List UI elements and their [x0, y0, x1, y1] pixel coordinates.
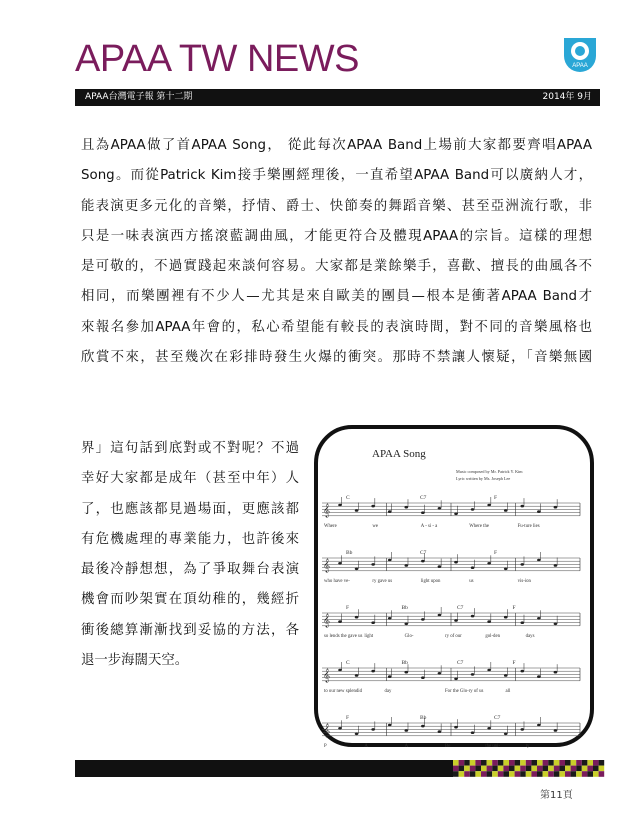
checker-square: [531, 760, 537, 766]
article-line: 是可敬的，不過實踐起來談何容易。大家都是業餘樂手，喜歡、擅長的曲風各不: [81, 259, 592, 275]
note-head: [487, 727, 491, 730]
note-head: [421, 560, 425, 563]
note-head: [388, 510, 392, 513]
checker-square: [464, 771, 470, 777]
note-head: [404, 564, 408, 567]
checker-square: [599, 760, 605, 766]
checker-square: [526, 760, 532, 766]
checker-square: [475, 760, 481, 766]
note-head: [471, 508, 475, 511]
note-head: [520, 563, 524, 566]
checker-square: [492, 760, 498, 766]
lyric-text: ry of our: [445, 634, 462, 639]
checker-square: [531, 766, 537, 772]
note-head: [338, 562, 342, 565]
article-line: Song。而從Patrick Kim接手樂團經理後，一直希望APAA Band可以廣納人才，: [81, 168, 592, 184]
article-line: 衝後總算漸漸找到妥協的方法，各: [81, 622, 299, 638]
score-credit: Lyric written by Ms. Joseph Lee: [456, 476, 511, 481]
note-head: [421, 676, 425, 679]
checker-square: [587, 760, 593, 766]
note-head: [504, 733, 508, 736]
note-head: [438, 730, 442, 733]
checker-square: [582, 760, 588, 766]
checker-square: [537, 760, 543, 766]
checker-square: [593, 771, 599, 777]
note-head: [388, 617, 392, 620]
checker-square: [481, 771, 487, 777]
score-chord: C7: [457, 660, 464, 666]
score-chord: C7: [420, 550, 427, 556]
treble-clef-icon: 𝄞: [323, 723, 331, 737]
checker-square: [565, 766, 571, 772]
checker-square: [464, 760, 470, 766]
issue-label: APAA台灣電子報 第十二期: [85, 92, 193, 102]
note-head: [454, 561, 458, 564]
article-line: 最後冷靜想想，為了爭取舞台表演: [81, 562, 299, 578]
article-line: 界」這句話到底對或不對呢？不過: [81, 441, 299, 456]
lyric-text: vis-ion: [517, 579, 531, 584]
lyric-text: A: [404, 744, 409, 749]
checker-square: [548, 771, 554, 777]
checker-square: [554, 771, 560, 777]
checker-square: [459, 760, 465, 766]
note-head: [520, 670, 524, 673]
checker-square: [593, 766, 599, 772]
sheet-music-image: [314, 425, 594, 747]
page-number: 第11頁: [540, 790, 573, 801]
note-head: [471, 673, 475, 676]
lyric-text: who have ve-: [324, 579, 350, 584]
checker-square: [520, 766, 526, 772]
score-chord: F: [494, 550, 498, 556]
checker-square: [582, 771, 588, 777]
lyric-text: light: [364, 634, 374, 639]
checker-square: [515, 771, 521, 777]
article-line: 且為APAA做了首APAA Song， 從此每次APAA Band上場前大家都要齊唱APAA: [81, 138, 592, 153]
score-chord: C7: [494, 715, 501, 721]
lyric-text: light upon: [420, 579, 441, 584]
note-head: [404, 506, 408, 509]
checker-square: [599, 766, 605, 772]
article-line: 有危機處理的專業能力，也許後來: [81, 531, 299, 547]
lyric-text: to our new splendid: [324, 689, 362, 694]
note-head: [371, 505, 375, 508]
lyric-text: Be: [445, 744, 451, 749]
note-head: [355, 509, 359, 512]
note-head: [404, 671, 408, 674]
checker-square: [559, 771, 565, 777]
issue-date: 2014年 9月: [542, 92, 592, 102]
treble-clef-icon: 𝄞: [323, 668, 331, 682]
checker-pattern: [453, 760, 600, 777]
lyric-text: Where: [324, 524, 337, 529]
note-head: [421, 618, 425, 621]
checker-square: [537, 766, 543, 772]
checker-square: [593, 760, 599, 766]
issue-bar: [75, 89, 600, 106]
article-line: 機會而吵架實在頂幼稚的，幾經折: [81, 592, 299, 608]
note-head: [454, 726, 458, 729]
checker-square: [565, 760, 571, 766]
note-head: [404, 729, 408, 732]
note-head: [404, 623, 408, 626]
checker-square: [543, 766, 549, 772]
note-head: [338, 504, 342, 507]
lyric-text: gol-den: [485, 634, 500, 639]
checker-square: [475, 771, 481, 777]
logo-text: APAA: [572, 63, 588, 69]
lyric-text: ty: [525, 744, 530, 749]
checker-square: [487, 771, 493, 777]
note-head: [487, 504, 491, 507]
checker-square: [559, 766, 565, 772]
note-head: [520, 728, 524, 731]
note-head: [537, 559, 541, 562]
checker-square: [459, 766, 465, 772]
note-head: [454, 678, 458, 681]
note-head: [421, 725, 425, 728]
note-head: [371, 563, 375, 566]
article-line: 欣賞不來，甚至幾次在彩排時發生火爆的衝突。那時不禁讓人懷疑，「音樂無國: [81, 350, 592, 366]
checker-square: [459, 771, 465, 777]
checker-square: [464, 766, 470, 772]
checker-square: [509, 766, 515, 772]
checker-square: [487, 766, 493, 772]
article-line: 幸好大家都是成年（甚至中年）人: [81, 471, 299, 487]
lyric-text: For the Glo-ry of us: [445, 689, 484, 694]
checker-square: [453, 760, 459, 766]
note-head: [371, 728, 375, 731]
note-head: [421, 511, 425, 514]
checker-square: [481, 760, 487, 766]
article-paragraph-continued: [81, 434, 299, 676]
score-chord: F: [494, 495, 498, 501]
checker-square: [498, 760, 504, 766]
checker-square: [582, 766, 588, 772]
note-head: [487, 620, 491, 623]
note-head: [471, 615, 475, 618]
score-chord: Bb: [420, 715, 427, 721]
score-chord: F: [346, 605, 350, 611]
note-head: [338, 727, 342, 730]
checker-square: [453, 766, 459, 772]
footer-bar: [75, 760, 453, 777]
note-head: [504, 674, 508, 677]
score-chord: F: [346, 715, 350, 721]
lyric-text: Glo-: [404, 634, 414, 639]
note-head: [438, 565, 442, 568]
checker-square: [559, 760, 565, 766]
checker-square: [571, 771, 577, 777]
note-head: [355, 733, 359, 736]
note-head: [554, 729, 558, 732]
note-head: [504, 616, 508, 619]
lyric-text: us: [469, 579, 474, 584]
note-head: [554, 506, 558, 509]
score-chord: Bb: [346, 550, 353, 556]
lyric-text: Fu-ture lies: [517, 524, 540, 529]
treble-clef-icon: 𝄞: [323, 613, 331, 627]
note-head: [438, 672, 442, 675]
note-head: [438, 507, 442, 510]
checker-square: [520, 760, 526, 766]
checker-square: [554, 766, 560, 772]
apaa-logo-icon: [560, 34, 600, 74]
note-head: [454, 619, 458, 622]
note-head: [471, 731, 475, 734]
score-chord: C7: [457, 605, 464, 611]
note-head: [388, 724, 392, 727]
checker-square: [599, 771, 605, 777]
lyric-text: A - si - a: [420, 524, 438, 529]
checker-square: [515, 760, 521, 766]
article-line: 退一步海闊天空。: [81, 653, 189, 669]
lyric-text: P: [324, 744, 327, 749]
checker-square: [487, 760, 493, 766]
checker-square: [509, 771, 515, 777]
note-head: [537, 724, 541, 727]
checker-square: [576, 766, 582, 772]
note-head: [520, 505, 524, 508]
lyric-text: we: [372, 524, 378, 529]
note-head: [537, 675, 541, 678]
lyric-text: so lends the gave us: [324, 634, 363, 639]
note-head: [371, 621, 375, 624]
checker-square: [565, 771, 571, 777]
score-chord: F: [512, 605, 516, 611]
score-chord: C7: [420, 495, 427, 501]
score-chord: C: [346, 495, 350, 501]
checker-square: [576, 760, 582, 766]
checker-square: [453, 771, 459, 777]
checker-square: [515, 766, 521, 772]
note-head: [504, 509, 508, 512]
note-head: [355, 616, 359, 619]
checker-square: [531, 771, 537, 777]
note-head: [454, 513, 458, 516]
lyric-text: ry gave us: [372, 579, 393, 584]
checker-square: [503, 760, 509, 766]
checker-square: [503, 771, 509, 777]
checker-square: [520, 771, 526, 777]
note-head: [487, 669, 491, 672]
lyric-text: A: [364, 744, 368, 749]
note-head: [471, 566, 475, 569]
checker-square: [526, 766, 532, 772]
checker-square: [481, 766, 487, 772]
score-chord: Bb: [401, 660, 408, 666]
checker-square: [475, 766, 481, 772]
checker-square: [548, 766, 554, 772]
lyric-text: Where the: [469, 524, 490, 529]
article-paragraph: [81, 131, 592, 373]
checker-square: [470, 760, 476, 766]
lyric-text: days: [525, 634, 535, 639]
checker-square: [548, 760, 554, 766]
lyric-text: all: [505, 689, 511, 694]
note-head: [338, 669, 342, 672]
note-head: [537, 617, 541, 620]
newsletter-title: APAA TW NEWS: [75, 38, 359, 80]
note-head: [554, 564, 558, 567]
checker-square: [470, 766, 476, 772]
checker-square: [587, 771, 593, 777]
article-line: 只是一味表演西方搖滾藍調曲風，才能更符合及體現APAA的宗旨。這樣的理想: [81, 228, 592, 244]
note-head: [355, 674, 359, 677]
checker-square: [470, 771, 476, 777]
article-line: 能表演更多元化的音樂，抒情、爵士、快節奏的舞蹈音樂、甚至亞洲流行歌，非: [81, 198, 592, 214]
score-chord: F: [512, 660, 516, 666]
checker-square: [526, 771, 532, 777]
note-head: [487, 562, 491, 565]
score-credit: Music composed by Mr. Patrick Y. Kim: [456, 469, 523, 474]
checker-square: [492, 766, 498, 772]
score-chord: Bb: [401, 605, 408, 611]
note-head: [504, 568, 508, 571]
checker-square: [537, 771, 543, 777]
article-line: 相同，而樂團裡有不少人—尤其是來自歐美的團員—根本是衝著APAA Band才: [81, 289, 592, 305]
treble-clef-icon: 𝄞: [323, 503, 331, 517]
checker-square: [576, 771, 582, 777]
note-head: [371, 670, 375, 673]
lyric-text: the uni-: [485, 744, 501, 749]
checker-square: [571, 760, 577, 766]
score-title: APAA Song: [372, 448, 426, 460]
note-head: [554, 623, 558, 626]
note-head: [388, 559, 392, 562]
lyric-text: day: [384, 689, 392, 694]
checker-square: [503, 766, 509, 772]
checker-square: [498, 771, 504, 777]
checker-square: [543, 760, 549, 766]
note-head: [520, 621, 524, 624]
note-head: [537, 510, 541, 513]
checker-square: [492, 771, 498, 777]
note-head: [388, 675, 392, 678]
checker-square: [509, 760, 515, 766]
checker-square: [571, 766, 577, 772]
note-head: [355, 568, 359, 571]
note-head: [438, 614, 442, 617]
article-line: 了，也應該都見過場面，更應該都: [81, 501, 299, 517]
note-head: [338, 620, 342, 623]
score-chord: C: [346, 660, 350, 666]
article-line: 來報名參加APAA年會的，私心希望能有較長的表演時間，對不同的音樂風格也: [81, 319, 592, 335]
treble-clef-icon: 𝄞: [323, 558, 331, 572]
note-head: [554, 671, 558, 674]
checker-square: [498, 766, 504, 772]
checker-square: [554, 760, 560, 766]
checker-square: [543, 771, 549, 777]
checker-square: [587, 766, 593, 772]
